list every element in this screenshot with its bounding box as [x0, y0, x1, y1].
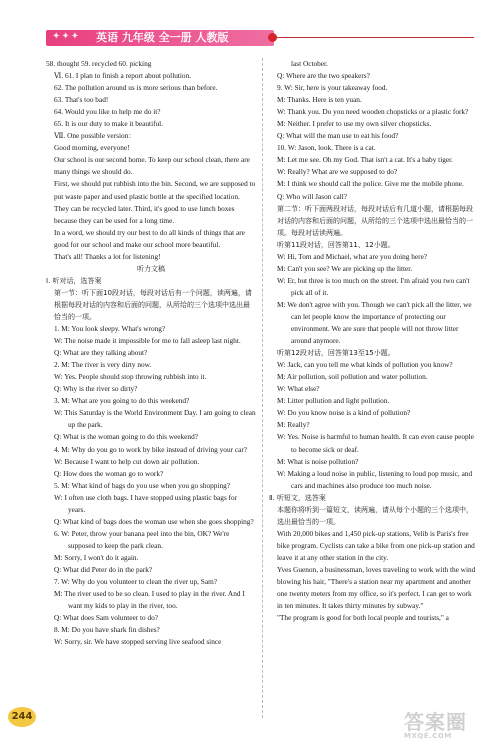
left-line: 6. W: Peter, throw your banana peel into the bin, OK? We're supposed to keep the park clean. [54, 528, 230, 550]
left-line: W: Because I want to help cut down air pollution. [54, 456, 200, 466]
right-line: Q: What will the man use to eat his food? [277, 131, 399, 141]
left-line: Q: What is the woman going to do this weekend? [54, 432, 198, 442]
left-line: 第一节：听下面10段对话，每段对话后有一个问题，读两遍，请根据每段对话的内容和后面的问题，从所给的三个选项中选出最恰当的一项。 [54, 288, 252, 321]
right-line: Yves Guenon, a businessman, loves traveling to work with the wind blowing his hair, "There's a station near my apartment and another one twenty meters from my office, so it's perfect. I can get to work in ten minutes. It takes thirty minutes by subway." [277, 564, 476, 611]
left-line: Q: Why is the river so dirty? [54, 384, 138, 394]
right-line: 听第12段对话，回答第13至15小题。 [277, 349, 395, 358]
left-line: 58. thought 59. recycled 60. picking [46, 59, 152, 68]
right-line: W: Hi, Tom and Michael, what are you doing here? [277, 251, 428, 261]
left-line: 3. M: What are you going to do this weekend? [54, 396, 190, 406]
left-line: W: This Saturday is the World Environment Day. I am going to clean up the park. [54, 408, 256, 430]
left-line: Q: What does Sam volunteer to do? [54, 613, 159, 623]
left-line: 听力文稿 [137, 264, 165, 273]
right-line: "The program is good for both local people and tourists," a [277, 613, 449, 623]
right-line: 10. W: Jason, look. There is a cat. [277, 143, 376, 153]
left-line: 4. M: Why do you go to work by bike instead of driving your car? [54, 444, 247, 454]
left-line: In a word, we should try our best to do all kinds of things that are good for our school and make our school more beautiful. [54, 227, 245, 249]
right-line: 9. W: Sir, here is your takeaway food. [277, 83, 388, 93]
left-line: That's all! Thanks a lot for listening! [54, 251, 161, 261]
watermark-sub: MXQE.COM [404, 732, 452, 740]
right-line: 听第11段对话，回答第11、12小题。 [277, 240, 395, 249]
left-line: Ⅶ. One possible version： [54, 131, 136, 141]
right-line: M: Neither. I prefer to use my own silver chopsticks. [277, 119, 432, 129]
column-divider [262, 58, 263, 718]
left-line: Q: What did Peter do in the park? [54, 564, 153, 574]
right-line: M: Thanks. Here is ten yuan. [277, 95, 362, 105]
page-header [0, 0, 500, 52]
left-line: 7. W: Why do you volunteer to clean the river up, Sam? [54, 577, 217, 587]
left-line: 5. M: What kind of bags do you use when you go shopping? [54, 480, 230, 490]
page-number: 244 [8, 707, 36, 727]
left-line: 63. That's too bad! [54, 95, 109, 105]
right-line: M: Litter pollution and light pollution. [277, 396, 390, 406]
left-line: 62. The pollution around us is more serious than before. [54, 83, 218, 93]
right-line: W: Er, but three is too much on the street. I'm afraid you two can't pick all of it. [277, 275, 470, 297]
right-line: W: Making a loud noise in public, listening to loud pop music, and cars and machines also produce too much noise. [277, 468, 473, 490]
left-line: Our school is our second home. To keep our school clean, there are many things we should do. [54, 155, 250, 177]
right-line: M: We don't agree with you. Though we can't pick all the litter, we can let people know the importance of protecting our environment. We are sure that people will not throw litter around anymore. [277, 299, 472, 346]
right-line: 本题你将听到一篇短文，读两遍，请从每个小题的三个选项中，选出最恰当的一项。 [277, 505, 473, 526]
right-line: Ⅱ. 听短文，选答案 [269, 493, 326, 502]
left-line: Q: What kind of bags does the woman use when she goes shopping? [54, 516, 254, 526]
left-line: 2. M: The river is very dirty now. [54, 360, 152, 370]
right-line: last October. [291, 59, 328, 68]
right-line: M: Let me see. Oh my God. That isn't a cat. It's a baby tiger. [277, 155, 453, 165]
watermark-logo [404, 706, 498, 738]
left-line: W: I often use cloth bags. I have stopped using plastic bags for years. [54, 492, 238, 514]
watermark-text: 答案圈 [404, 710, 467, 734]
left-line: W: The noise made it impossible for me to fall asleep last night. [54, 336, 241, 346]
right-line: M: I think we should call the police. Give me the mobile phone. [277, 179, 464, 189]
right-line: W: Thank you. Do you need wooden chopsticks or a plastic fork? [277, 107, 469, 117]
left-line: 8. M: Do you have shark fin dishes? [54, 625, 160, 635]
left-line: First, we should put rubbish into the bin. Second, we are supposed to put waste paper and used plastic bottle at the specified location. They can be recycled later. Third, it's good to use lunch boxes because they can be used for a long time. [54, 179, 256, 225]
left-line: W: Sorry, sir. We have stopped serving live seafood since [54, 637, 222, 647]
right-line: W: Yes. Noise is harmful to human health. It can even cause people to become sick or deaf. [277, 432, 474, 454]
left-line: 64. Would you like to help me do it? [54, 107, 161, 117]
right-line: W: What else? [277, 384, 320, 394]
right-line: M: What is noise pollution? [277, 456, 359, 466]
right-line: M: Really? [277, 420, 310, 430]
left-line: Ⅵ. 61. I plan to finish a report about pollution. [54, 71, 192, 81]
right-line: 第二节：听下面两段对话，每段对话后有几道小题，请根据每段对话的内容和后面的问题，从所给的三个选项中选出最恰当的一项。每段对话读两遍。 [277, 204, 473, 237]
left-line: Ⅰ. 听对话，选答案 [46, 276, 102, 285]
left-line: 1. M: You look sleepy. What's wrong? [54, 324, 166, 334]
header-rule [274, 37, 474, 38]
right-line: M: Can't you see? We are picking up the litter. [277, 263, 413, 273]
right-line: Q: Who will Jason call? [277, 191, 347, 201]
left-line: M: Sorry, I won't do it again. [54, 552, 139, 562]
left-line: 65. It is our duty to make it beautiful. [54, 119, 164, 129]
right-line: M: Air pollution, soil pollution and water pollution. [277, 372, 428, 382]
right-column [269, 58, 477, 624]
left-line: Good morning, everyone! [54, 143, 130, 153]
series-logo: ✦✦✦ [52, 31, 81, 42]
left-line: M: The river used to be so clean. I used to play in the river. And I want my kids to play in the river, too. [54, 589, 245, 611]
right-line: W: Do you know noise is a kind of pollution? [277, 408, 411, 418]
left-line: Q: How does the woman go to work? [54, 468, 164, 478]
left-line: Q: What are they talking about? [54, 348, 148, 358]
right-line: Q: Where are the two speakers? [277, 71, 370, 81]
left-column [46, 58, 256, 648]
right-line: W: Jack, can you tell me what kinds of pollution you know? [277, 360, 453, 370]
book-title: 英语 九年级 全一册 人教版 [96, 31, 229, 44]
left-line: W: Yes. People should stop throwing rubbish into it. [54, 372, 207, 382]
right-line: W: Really? What are we supposed to do? [277, 167, 398, 177]
right-line: With 20,000 bikes and 1,450 pick-up stations, Velib is Paris's free bike program. Cyclists can take a bike from one pick-up station and leave it at any other station in the city. [277, 528, 475, 562]
